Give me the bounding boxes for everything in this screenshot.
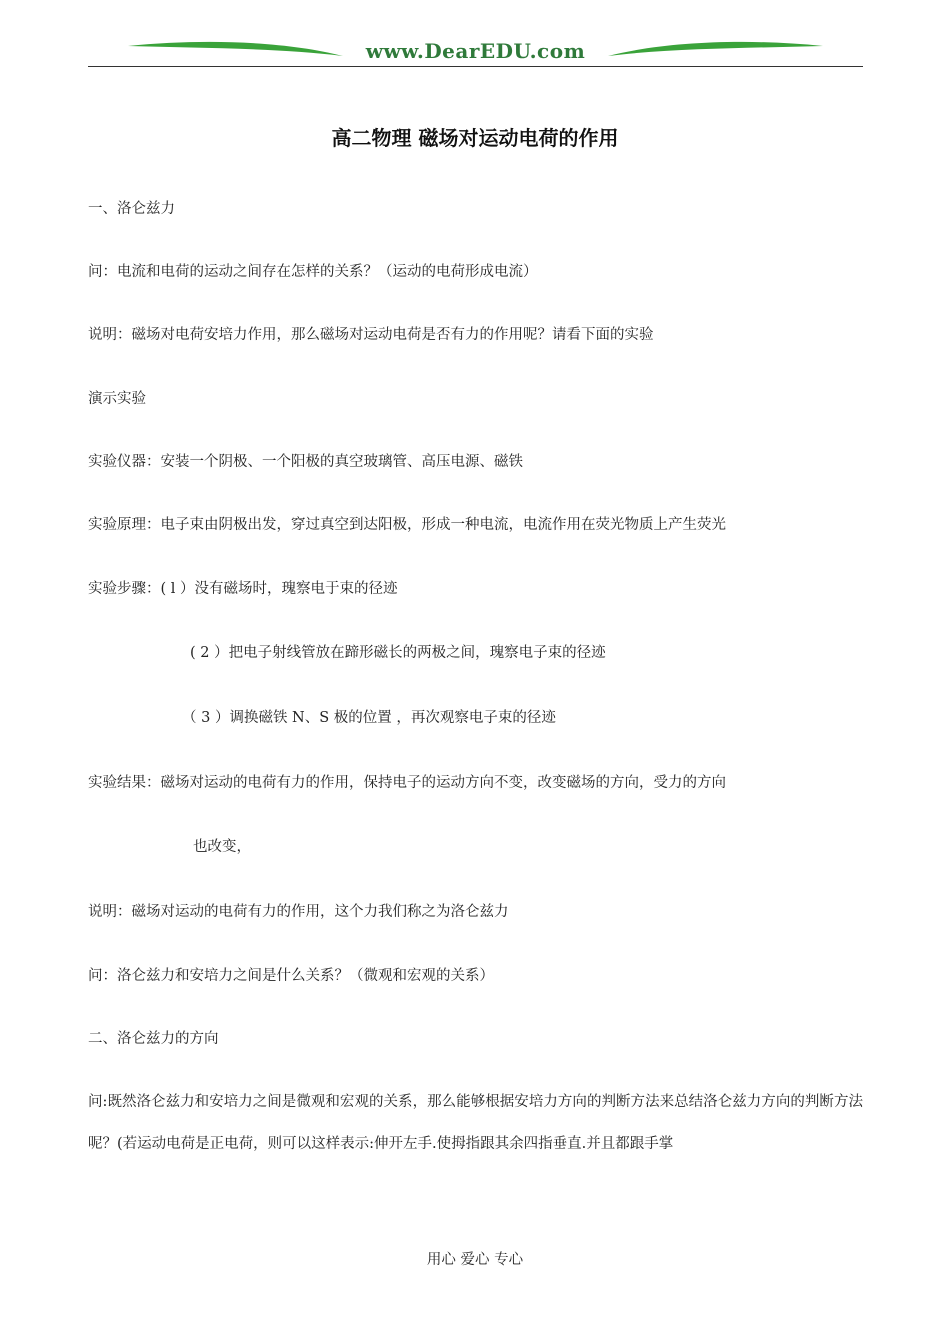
- paragraph: 问:既然洛仑兹力和安培力之间是微观和宏观的关系，那么能够根据安培力方向的判断方法来总结洛仑兹力方向的判断方法呢？(若运动电荷是正电荷，则可以这样表示:伸开左手.使拇指跟其余四指垂直.并且都跟手掌: [88, 1094, 863, 1152]
- paragraph: 实验原理：电子束由阴极出发，穿过真空到达阳极，形成一种电流，电流作用在荧光物质上产生荧光: [88, 517, 726, 533]
- logo-text: www.DearEDU.com: [365, 39, 586, 63]
- page-footer: 用心 爱心 专心: [426, 1252, 524, 1268]
- paragraph: （ 3 ）调换磁铁 N、S 极的位置 ，再次观察电子束的径迹: [182, 710, 556, 726]
- paragraph: 说明：磁场对电荷安培力作用，那么磁场对运动电荷是否有力的作用呢？请看下面的实验: [88, 327, 654, 343]
- document-title: 高二物理 磁场对运动电荷的作用: [331, 126, 619, 150]
- section-heading: 二、洛仑兹力的方向: [88, 1031, 219, 1047]
- paragraph: 实验步骤：( l ）没有磁场时，瑰察电于束的径迹: [88, 581, 398, 597]
- paragraph: 说明：磁场对运动的电荷有力的作用，这个力我们称之为洛仑兹力: [88, 904, 509, 920]
- site-header: [88, 34, 863, 68]
- paragraph: 演示实验: [88, 391, 146, 407]
- paragraph: 实验仪器：安装一个阴极、一个阳极的真空玻璃管、高压电源、磁铁: [88, 454, 523, 470]
- paragraph: 实验结果：磁场对运动的电荷有力的作用，保持电子的运动方向不变，改变磁场的方向，受力的方向: [88, 775, 726, 791]
- paragraph: 问：电流和电荷的运动之间存在怎样的关系？（运动的电荷形成电流）: [88, 264, 538, 280]
- paragraph: 也改变，: [193, 839, 251, 855]
- paragraph: ( 2 ）把电子射线管放在蹄形磁长的两极之间，瑰察电子束的径迹: [190, 645, 606, 661]
- header-divider: [88, 66, 863, 67]
- paragraph: 问：洛仑兹力和安培力之间是什么关系？（微观和宏观的关系）: [88, 968, 494, 984]
- section-heading: 一、洛仑兹力: [88, 201, 175, 217]
